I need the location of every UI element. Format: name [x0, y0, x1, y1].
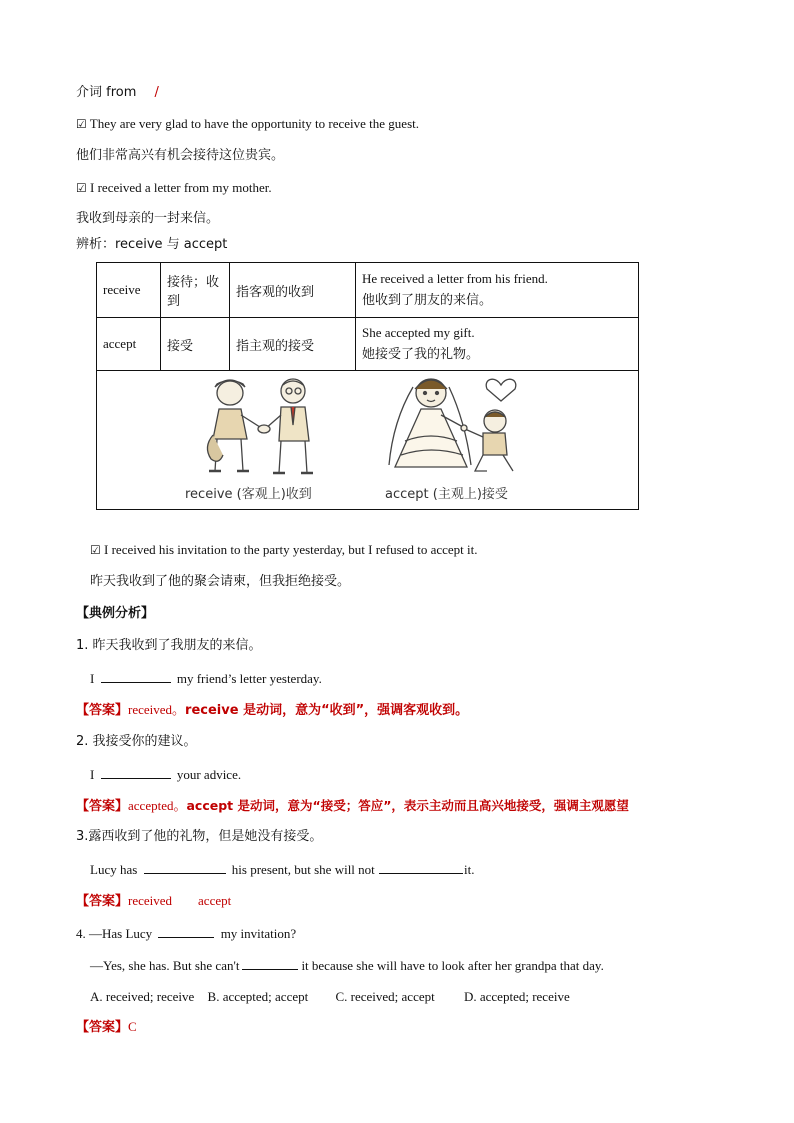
question-1-stem [90, 669, 322, 688]
answer-blank[interactable] [379, 860, 463, 874]
section-title: 【典例分析】 [76, 606, 155, 621]
cell-usage: 指主观的接受 [230, 318, 356, 371]
cell-meaning: 接待；收到 [161, 263, 230, 318]
question-4-answer [76, 1018, 137, 1037]
answer-label: 【答案】 [76, 1020, 129, 1035]
answer-blank[interactable] [101, 765, 171, 779]
prep-line [76, 84, 159, 102]
checkbox-icon: ☑ [76, 181, 87, 195]
answer-value: received accept [128, 893, 232, 908]
question-3-answer [76, 892, 231, 911]
illustration-cell [97, 371, 639, 510]
stem-text: my friend’s letter yesterday. [176, 671, 322, 686]
stem-text: —Yes, she has. But she can't [90, 958, 240, 973]
example-after-cn: 昨天我收到了他的聚会请柬，但我拒绝接受。 [90, 574, 351, 589]
table-row [97, 318, 639, 371]
checkbox-icon: ☑ [90, 543, 101, 557]
example-en: He received a letter from his friend. [362, 271, 548, 286]
caption-receive: receive (客观上)收到 [185, 487, 312, 502]
option-a[interactable]: A. received; receive [90, 989, 195, 1004]
checkbox-icon: ☑ [76, 117, 87, 131]
example-2-cn: 我收到母亲的一封来信。 [76, 211, 220, 226]
answer-blank[interactable] [158, 924, 214, 938]
stem-text: it. [464, 862, 475, 877]
answer-label: 【答案】 [76, 703, 129, 718]
stem-text: it because she will have to look after her grandpa that day. [301, 958, 604, 973]
question-4-options [90, 988, 570, 1006]
question-4-prompt [76, 924, 296, 943]
stem-text: 4. —Has Lucy [76, 926, 153, 941]
example-1-en-text: They are very glad to have the opportunity to receive the guest. [89, 116, 419, 131]
question-3-prompt: 3.露西收到了他的礼物，但是她没有接受。 [76, 829, 323, 844]
example-after-en [90, 541, 478, 559]
answer-explanation: accept 是动词，意为“接受；答应”，表示主动而且高兴地接受，强调主观愿望 [186, 798, 629, 813]
answer-label: 【答案】 [76, 799, 129, 814]
compare-title: 辨析：receive 与 accept [76, 237, 228, 252]
question-1-prompt: 1. 昨天我收到了我朋友的来信。 [76, 638, 262, 653]
example-cn: 她接受了我的礼物。 [362, 347, 480, 362]
question-3-stem [90, 860, 475, 879]
accept-illustration [383, 371, 533, 479]
receive-illustration [195, 375, 345, 479]
cell-example [356, 263, 639, 318]
caption-accept: accept (主观上)接受 [385, 487, 508, 502]
answer-label: 【答案】 [76, 894, 129, 909]
question-2-answer [76, 797, 629, 816]
cell-usage: 指客观的收到 [230, 263, 356, 318]
option-b[interactable]: B. accepted; accept [207, 989, 309, 1004]
stem-text: Lucy has [90, 862, 138, 877]
example-2-en [76, 179, 272, 197]
question-2-stem [90, 765, 241, 784]
question-4-line2 [90, 956, 604, 975]
example-2-en-text: I received a letter from my mother. [90, 180, 272, 195]
cell-example [356, 318, 639, 371]
stem-text: I [90, 767, 95, 782]
answer-blank[interactable] [242, 956, 298, 970]
answer-value: C [128, 1019, 137, 1034]
answer-value: received。 [128, 702, 186, 717]
question-2-prompt: 2. 我接受你的建议。 [76, 734, 197, 749]
stem-text: my invitation? [220, 926, 297, 941]
question-1-answer [76, 701, 468, 720]
cell-meaning: 接受 [161, 318, 230, 371]
answer-blank[interactable] [144, 860, 226, 874]
compare-table [96, 262, 639, 510]
cell-word: receive [97, 263, 161, 318]
example-1-en [76, 115, 419, 133]
answer-blank[interactable] [101, 669, 171, 683]
cell-word: accept [97, 318, 161, 371]
stem-text: your advice. [176, 767, 242, 782]
answer-explanation: receive 是动词，意为“收到”，强调客观收到。 [185, 703, 469, 718]
example-1-cn: 他们非常高兴有机会接待这位贵宾。 [76, 148, 285, 163]
stem-text: I [90, 671, 95, 686]
table-row [97, 263, 639, 318]
example-en: She accepted my gift. [362, 325, 475, 340]
prep-slash: / [154, 85, 159, 100]
option-c[interactable]: C. received; accept [335, 989, 435, 1004]
example-cn: 他收到了朋友的来信。 [362, 293, 493, 308]
example-after-en-text: I received his invitation to the party yesterday, but I refused to accept it. [104, 542, 478, 557]
stem-text: his present, but she will not [231, 862, 375, 877]
option-d[interactable]: D. accepted; receive [463, 989, 570, 1004]
answer-value: accepted。 [128, 798, 187, 813]
table-row [97, 371, 639, 510]
prep-label: 介词 from [76, 85, 137, 100]
